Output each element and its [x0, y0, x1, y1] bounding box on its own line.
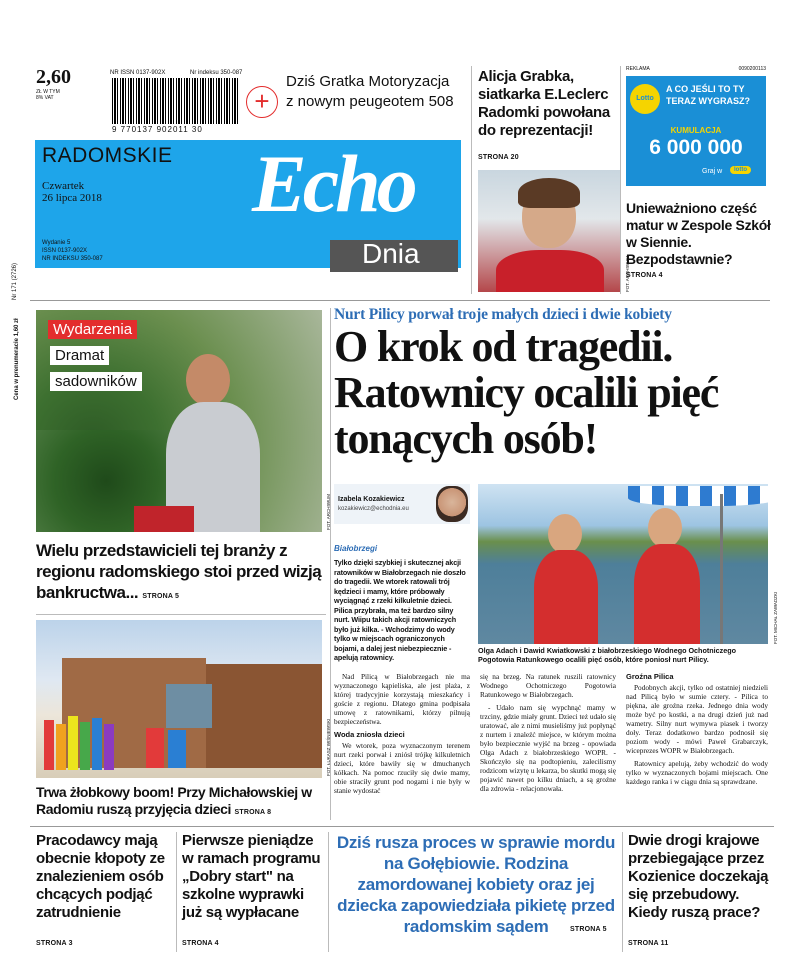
brief-4-page: STRONA 11: [628, 940, 669, 947]
top-story-headline: Alicja Grabka, siatkarka E.Leclerc Radomki powołana do reprezentacji!: [478, 68, 610, 139]
brief-2[interactable]: Pierwsze pieniądze w ramach programu „Dobry start" na szkolne wyprawki już są wypłacane STRONA 4: [182, 832, 321, 947]
ad-label: REKLAMA: [626, 66, 650, 72]
index-top: Nr indeksu 350-087: [190, 70, 243, 76]
tag-dramat: Dramat: [50, 346, 109, 365]
price-note: ZŁ W TYM 8% VAT: [36, 89, 60, 101]
brief-1-page: STRONA 3: [36, 940, 73, 947]
ad-amount: 6 000 000: [649, 136, 743, 159]
text-col-1: Nad Pilicą w Białobrzegach nie ma wyznaczonego kąpieliska, ale jest plaża, z której tradycyjnie korzystają mieszkańcy i goście z regionu. Dlatego gmina podpisała umowę z ratownikami, którzy pilnują bezpieczeństwa. Woda zniosła dzieci We wtorek, poza wyznaczonym terenem nurt rzeki porwał i zniósł trójkę kilkuletnich dzieci, które bawiły się w dmuchanych kółkach. Na pomoc rzuciły się dwie mamy, obie straciły grunt pod nogami i nie były w stanie wydostać: [334, 672, 470, 795]
main-lead: Tylko dzięki szybkiej i skutecznej akcji ratowników w Białobrzegach nie doszło do tragedii. We wtorek ratowali trój kędzieci i mamy, które próbowały wyciągnąć z rzeki kilkuletnie dzieci. Pilica przybrała, ma też bardzo silny nurt. Wiipu takich akcji ratowniczych było już kilka. - Wchodzimy do wody tylko w miejscach ograniczonych bojami, a dalej jest niebezpiecznie - apelują ratownicy.: [334, 558, 466, 662]
main-kicker: Nurt Pilicy porwał troje małych dzieci i dwie kobiety: [334, 306, 672, 323]
text-col-2: się na brzeg. Na ratunek ruszili ratownicy Wodnego Ochotniczego Pogotowia Ratunkowego w Białobrzegach. - Udało nam się wypchnąć mamy w trzciny, gdzie miały grunt. Dzieci też udało się uratować, ale z nimi musieliśmy już popłynąć z nurtem i znaleźć miejsce, w którym można było bezpiecznie wyjść na brzeg - opowiada Olga Adach z białobrzeskiego WOPR. - Skończyło się na podtopieniu, zalecilismy rodzicom wizytę u lekarza, bo skutki mogą się pojawić nawet po kilku dniach, a są groźne dla zdrowia - relacjonowała.: [480, 672, 616, 793]
lotto-logo-icon: Lotto: [630, 84, 660, 114]
right-story-page: STRONA 4: [626, 272, 663, 279]
ad-code: 0090200113: [738, 66, 766, 72]
issn-top: NR ISSN 0137-902X: [110, 70, 166, 76]
tag-wydarzenia: Wydarzenia: [48, 320, 137, 339]
main-story[interactable]: [334, 306, 778, 820]
brief-3[interactable]: Dziś rusza proces w sprawie mordu na Gołębiowie. Rodzina zamordowanej kobiety oraz jej dziecka zapowiedziała pikietę przed radomskim sądem STRONA 5: [336, 833, 616, 936]
barcode: [112, 78, 240, 124]
brief-4[interactable]: Dwie drogi krajowe przebiegające przez Kozienice doczekają się przebudowy. Kiedy ruszą prace? STRONA 11: [628, 832, 769, 947]
ad-line1: A CO JEŚLI TO TY: [666, 84, 745, 94]
ad-kumulacja: KUMULACJA: [670, 126, 722, 135]
issue-day: Czwartek: [42, 180, 85, 192]
issn: ISSN 0137-902X: [42, 248, 88, 254]
events-headline: Wielu przedstawicieli tej branży z regionu radomskiego stoi przed wizją bankructwa... STRONA 5: [36, 541, 322, 602]
main-headline: O krok od tragedii. Ratownicy ocalili pięć tonących osób!: [334, 322, 719, 463]
plus-icon: +: [246, 86, 278, 118]
nursery-credit: FOT. ŁUKASZ WIŚNIEWSKI: [326, 718, 331, 776]
ad-line2: TERAZ WYGRASZ?: [666, 96, 750, 106]
right-story-headline: Unieważniono część matur w Zespole Szkół w Siennie. Bezpodstawnie?: [626, 200, 771, 267]
lotto-ad[interactable]: [626, 66, 766, 186]
nursery-headline: Trwa żłobkowy boom! Przy Michałowskiej w Radomiu ruszą przyjęcia dzieci STRONA 8: [36, 784, 312, 817]
tag-sadownikow: sadowników: [50, 372, 142, 391]
issue-date: 26 lipca 2018: [42, 192, 102, 204]
index-number: NR INDEKSU 350-087: [42, 256, 103, 262]
photo-caption: Olga Adach i Dawid Kwiatkowski z białobrzeskiego Wodnego Ochotniczego Pogotowia Ratunkowego ocalili pięć osób, które poniosł nurt Pilicy.: [478, 646, 736, 664]
price: 2,60: [36, 66, 71, 88]
barcode-digits: 9 770137 902011 30: [112, 125, 203, 134]
ad-cta-logo: lotto: [730, 166, 751, 174]
edition-name: RADOMSKIE: [42, 144, 173, 167]
col1-subhead: Woda zniosła dzieci: [334, 730, 405, 739]
photo-credit: FOT. MICHAŁ ZAWADZKI: [773, 591, 778, 644]
events-block[interactable]: [36, 310, 331, 610]
events-page: STRONA 5: [142, 593, 180, 600]
top-story[interactable]: [478, 66, 630, 292]
side-price: Cena w prenumeracie 1,60 zł: [14, 318, 20, 400]
brief-1[interactable]: Pracodawcy mają obecnie kłopoty ze znalezieniem osób chcących podjąć zatrudnienie STRONA 3: [36, 832, 165, 947]
author-email: kozakiewicz@echodnia.eu: [338, 506, 409, 512]
brief-2-page: STRONA 4: [182, 940, 219, 947]
place-label: Białobrzegi: [334, 544, 378, 553]
side-number: Nr 171 (2726): [12, 262, 18, 300]
text-col-3: Groźna Pilica Podobnych akcji, tylko od ostatniej niedzieli nad Pilicą było w sumie cztery. - Pilica to piękna, ale groźna rzeka. Jednego dnia wody może być po kostki, a na drugi dzień już nad wametry. Silny nurt wymywa piasek i tworzy doły. Teraz dodatkowo bardzo podnosił się poziom wody - mówi Paweł Grabarczyk, wiceprezes WOPR w Białobrzegach. Ratownicy apelują, żeby wchodzić do wody tylko w wyznaczonych bojami miejscach. One każdego ranka i w ciągu dnia są sprawdzane.: [626, 672, 768, 786]
wydanie: Wydanie 5: [42, 240, 71, 246]
top-story-credit: FOT. ARCHIWUM: [625, 256, 630, 292]
ad-cta: Graj w: [702, 168, 723, 175]
col3-subhead: Groźna Pilica: [626, 672, 674, 681]
athlete-photo: [478, 170, 620, 292]
author-name: Izabela Kozakiewicz: [338, 496, 405, 503]
logo-echo: Echo: [252, 138, 414, 229]
nursery-page: STRONA 8: [234, 809, 272, 816]
nursery-block[interactable]: [36, 620, 331, 820]
top-story-page: STRONA 20: [478, 154, 519, 161]
logo-dnia: Dnia: [362, 238, 420, 269]
author-avatar: [436, 486, 468, 522]
events-credit: FOT. ARCHIWUM: [326, 494, 331, 530]
right-story[interactable]: [626, 196, 776, 294]
author-box: [334, 484, 470, 524]
farmer-photo: [36, 310, 322, 532]
promo-text[interactable]: Dziś Gratka Motoryzacja z nowym peugeotem 508: [286, 73, 454, 110]
lifeguards-photo: [478, 484, 768, 644]
brief-3-page: STRONA 5: [570, 926, 607, 933]
nursery-photo: [36, 620, 322, 778]
